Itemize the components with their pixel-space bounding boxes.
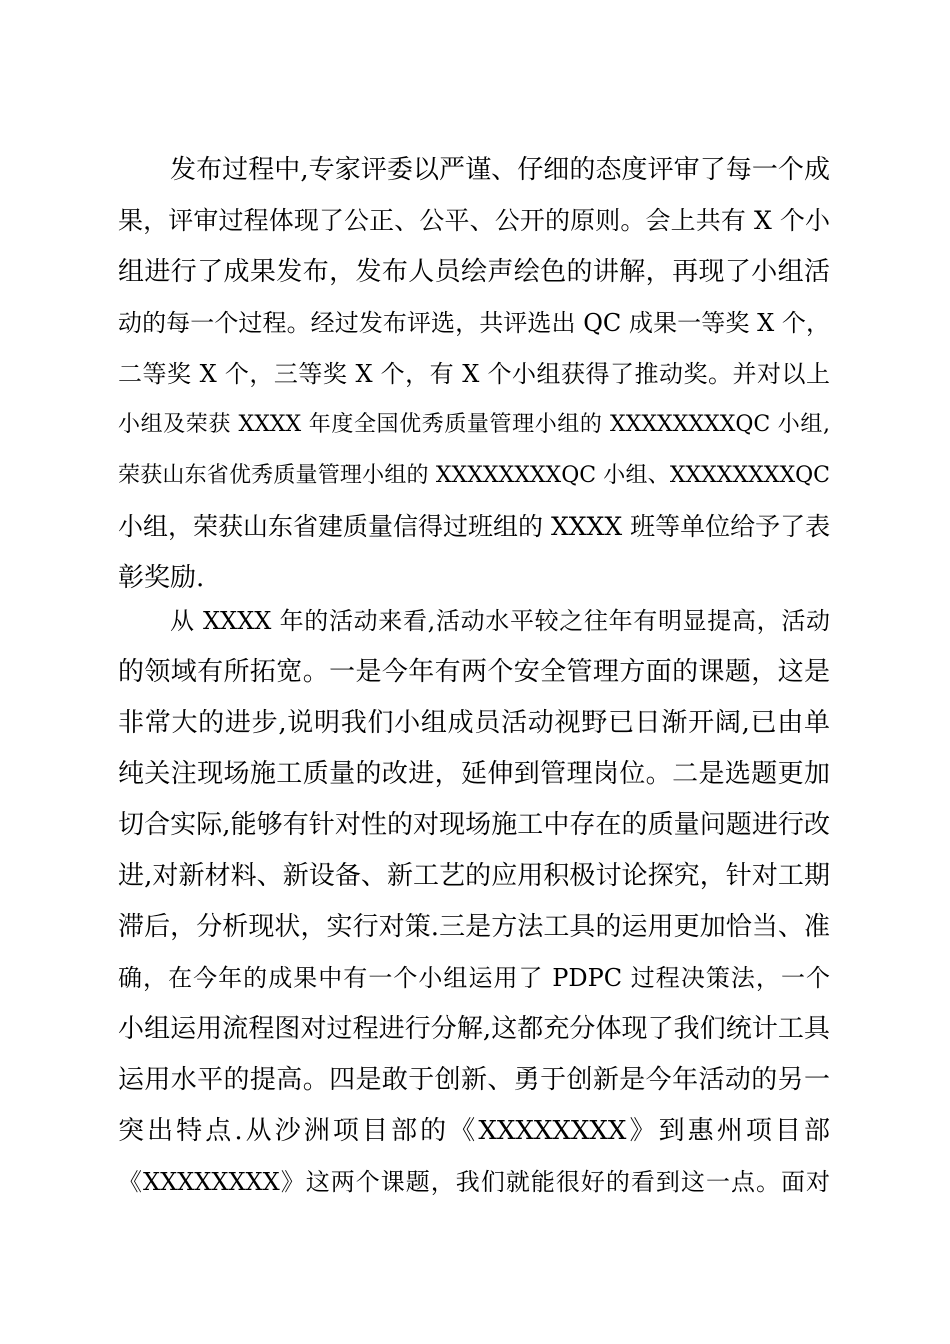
text-line: 突出特点.从沙洲项目部的《XXXXXXXX》到惠州项目部	[118, 1116, 830, 1146]
text-line: 小组运用流程图对过程进行分解,这都充分体现了我们统计工具	[118, 1014, 830, 1044]
text-line: 荣获山东省优秀质量管理小组的 XXXXXXXXQC 小组、XXXXXXXXQC	[118, 463, 830, 488]
text-line: 的领域有所拓宽。一是今年有两个安全管理方面的课题，这是	[118, 657, 830, 687]
text-line: 纯关注现场施工质量的改进，延伸到管理岗位。二是选题更加	[118, 759, 830, 789]
text-line: 发布过程中,专家评委以严谨、仔细的态度评审了每一个成	[170, 155, 830, 185]
text-line: 滞后，分析现状，实行对策.三是方法工具的运用更加恰当、准	[118, 912, 830, 942]
text-line: 小组，荣获山东省建质量信得过班组的 XXXX 班等单位给予了表	[118, 512, 830, 541]
text-line: 组进行了成果发布，发布人员绘声绘色的讲解，再现了小组活	[118, 257, 830, 287]
text-line: 从 XXXX 年的活动来看,活动水平较之往年有明显提高，活动	[170, 607, 830, 635]
text-line: 二等奖 X 个，三等奖 X 个，有 X 个小组获得了推动奖。并对以上	[118, 360, 830, 388]
text-line: 彰奖励.	[118, 563, 205, 593]
text-line: 运用水平的提高。四是敢于创新、勇于创新是今年活动的另一	[118, 1065, 830, 1095]
text-line: 小组及荣获 XXXX 年度全国优秀质量管理小组的 XXXXXXXXQC 小组,	[118, 412, 830, 437]
text-line: 动的每一个过程。经过发布评选，共评选出 QC 成果一等奖 X 个，	[118, 309, 830, 337]
text-line: 非常大的进步,说明我们小组成员活动视野已日渐开阔,已由单	[118, 708, 830, 738]
text-line: 《XXXXXXXX》这两个课题，我们就能很好的看到这一点。面对	[118, 1168, 830, 1196]
text-line: 果，评审过程体现了公正、公平、公开的原则。会上共有 X 个小	[118, 206, 830, 235]
text-line: 切合实际,能够有针对性的对现场施工中存在的质量问题进行改	[118, 810, 830, 840]
text-line: 进,对新材料、新设备、新工艺的应用积极讨论探究，针对工期	[118, 861, 830, 891]
text-line: 确，在今年的成果中有一个小组运用了 PDPC 过程决策法，一个	[118, 964, 830, 992]
